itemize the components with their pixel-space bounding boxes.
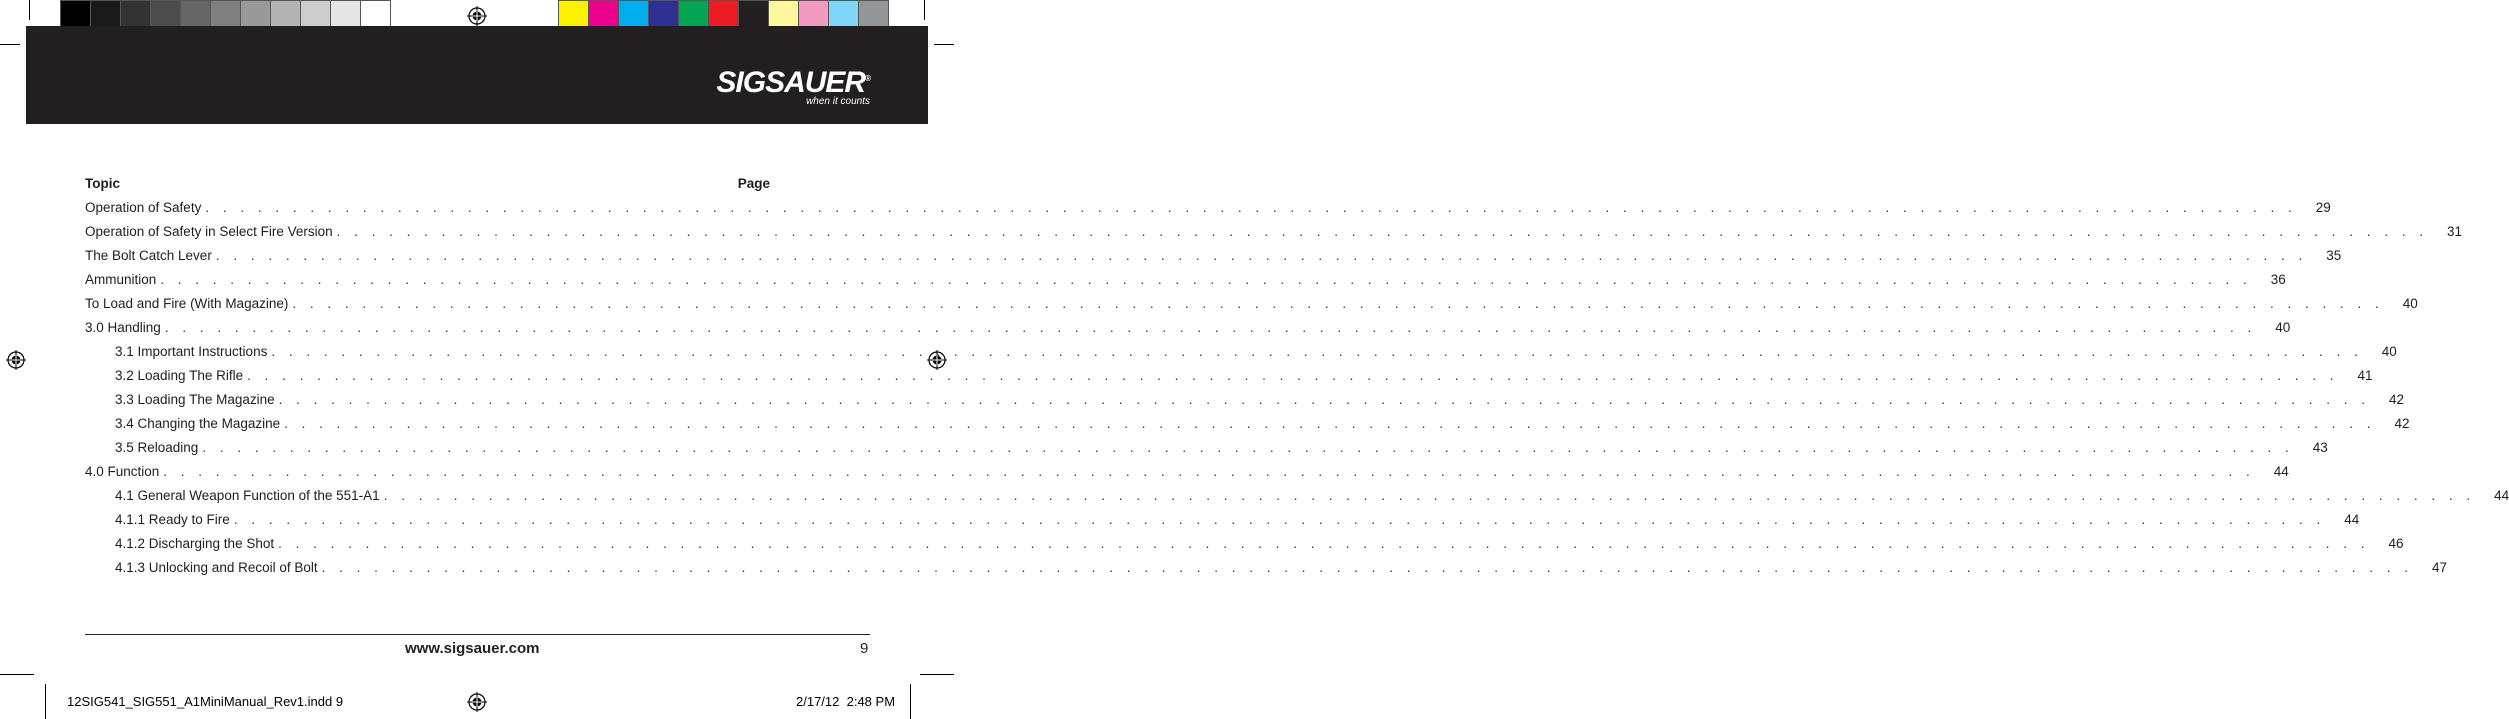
logo-tagline: when it counts	[806, 96, 870, 107]
topic-column-header: Topic	[85, 176, 120, 191]
toc-entry-page: 43	[2312, 440, 2328, 455]
sig-sauer-logo	[716, 64, 870, 108]
toc-entry-title: 3.4 Changing the Magazine	[115, 416, 281, 431]
toc-entry-page: 31	[2447, 224, 2463, 239]
toc-entry	[85, 220, 2463, 244]
toc-entry-title: Operation of Safety	[85, 200, 202, 215]
toc-entries	[85, 196, 2509, 580]
dot-leader: . . . . . . . . . . . . . . . . . . . . . . . . . . . . . . . . . . . . . . . . . . . . . . . . . . . . . . . . . . . . . . . . . . . . . . . . . . . . . . . . . . . . . . . . . . . . . . . . . . . . . . . . . . . . . . . . . . . . . . . .	[205, 200, 2297, 215]
dot-leader: . . . . . . . . . . . . . . . . . . . . . . . . . . . . . . . . . . . . . . . . . . . . . . . . . . . . . . . . . . . . . . . . . . . . . . . . . . . . . . . . . . . . . . . . . . . . . . . . . . . . . . . . . . . . . . . . . . . . . . . .	[271, 344, 2363, 359]
toc-entry	[85, 388, 2405, 412]
toc-entry-title: 3.2 Loading The Rifle	[115, 368, 244, 383]
dot-leader: . . . . . . . . . . . . . . . . . . . . . . . . . . . . . . . . . . . . . . . . . . . . . . . . . . . . . . . . . . . . . . . . . . . . . . . . . . . . . . . . . . . . . . . . . . . . . . . . . . . . . . . . . . . . . . . . . . . . . . . .	[278, 392, 2371, 407]
crop-mark	[29, 0, 30, 20]
toc-entry-page: 29	[2315, 200, 2331, 215]
registration-target-icon	[467, 692, 487, 712]
toc-entry-title: Operation of Safety in Select Fire Version	[85, 224, 333, 239]
toc-entry	[85, 244, 2342, 268]
dot-leader: . . . . . . . . . . . . . . . . . . . . . . . . . . . . . . . . . . . . . . . . . . . . . . . . . . . . . . . . . . . . . . . . . . . . . . . . . . . . . . . . . . . . . . . . . . . . . . . . . . . . . . . . . . . . . . . . . . . . . . . .	[215, 248, 2308, 263]
toc-entry-title: 3.5 Reloading	[115, 440, 199, 455]
toc-entry-title: 4.1.2 Discharging the Shot	[115, 536, 275, 551]
toc-entry-page: 42	[2394, 416, 2410, 431]
crop-mark	[0, 44, 20, 45]
table-of-contents	[85, 172, 2509, 580]
toc-entry-title: 3.1 Important Instructions	[115, 344, 268, 359]
toc-entry-page: 35	[2326, 248, 2342, 263]
toc-entry	[85, 316, 2291, 340]
toc-entry-page: 40	[2381, 344, 2397, 359]
page-number: 9	[860, 640, 869, 657]
toc-entry-page: 44	[2344, 512, 2360, 527]
toc-entry	[85, 268, 2286, 292]
toc-entry-page: 42	[2389, 392, 2405, 407]
dot-leader: . . . . . . . . . . . . . . . . . . . . . . . . . . . . . . . . . . . . . . . . . . . . . . . . . . . . . . . . . . . . . . . . . . . . . . . . . . . . . . . . . . . . . . . . . . . . . . . . . . . . . . . . . . . . . . . . . . . . . . . .	[247, 368, 2339, 383]
slug-time: 2:48 PM	[846, 694, 896, 709]
toc-entry	[85, 532, 2404, 556]
dot-leader: . . . . . . . . . . . . . . . . . . . . . . . . . . . . . . . . . . . . . . . . . . . . . . . . . . . . . . . . . . . . . . . . . . . . . . . . . . . . . . . . . . . . . . . . . . . . . . . . . . . . . . . . . . . . . . . . . . . . . . . .	[284, 416, 2376, 431]
toc-entry	[85, 508, 2360, 532]
toc-entry-title: 4.1 General Weapon Function of the 551-A1	[115, 488, 380, 503]
dot-leader: . . . . . . . . . . . . . . . . . . . . . . . . . . . . . . . . . . . . . . . . . . . . . . . . . . . . . . . . . . . . . . . . . . . . . . . . . . . . . . . . . . . . . . . . . . . . . . . . . . . . . . . . . . . . . . . . . . . . . . . .	[164, 320, 2257, 335]
crop-mark	[45, 684, 46, 719]
toc-entry-page: 36	[2270, 272, 2286, 287]
header-band	[26, 26, 928, 124]
toc-entry-page: 44	[2494, 488, 2509, 503]
dot-leader: . . . . . . . . . . . . . . . . . . . . . . . . . . . . . . . . . . . . . . . . . . . . . . . . . . . . . . . . . . . . . . . . . . . . . . . . . . . . . . . . . . . . . . . . . . . . . . . . . . . . . . . . . . . . . . . . . . . . . . . .	[202, 440, 2294, 455]
registration-target-icon	[467, 6, 487, 26]
toc-entry	[85, 364, 2373, 388]
toc-entry	[85, 436, 2328, 460]
toc-entry-page: 46	[2388, 536, 2404, 551]
crop-mark	[910, 684, 911, 719]
toc-entry	[85, 340, 2397, 364]
logo-wordmark: SIGSAUER®	[716, 66, 870, 99]
crop-mark	[0, 674, 34, 675]
dot-leader: . . . . . . . . . . . . . . . . . . . . . . . . . . . . . . . . . . . . . . . . . . . . . . . . . . . . . . . . . . . . . . . . . . . . . . . . . . . . . . . . . . . . . . . . . . . . . . . . . . . . . . . . . . . . . . . . . . . . . . . .	[383, 488, 2476, 503]
footer-rule	[85, 634, 870, 635]
website-link[interactable]: www.sigsauer.com	[405, 640, 540, 657]
toc-entry	[85, 412, 2410, 436]
toc-entry-title: 3.0 Handling	[85, 320, 161, 335]
crop-mark	[924, 0, 925, 20]
toc-entry-page: 47	[2432, 560, 2448, 575]
dot-leader: . . . . . . . . . . . . . . . . . . . . . . . . . . . . . . . . . . . . . . . . . . . . . . . . . . . . . . . . . . . . . . . . . . . . . . . . . . . . . . . . . . . . . . . . . . . . . . . . . . . . . . . . . . . . . . . . . . . . . . . .	[321, 560, 2414, 575]
toc-entry	[85, 460, 2289, 484]
dot-leader: . . . . . . . . . . . . . . . . . . . . . . . . . . . . . . . . . . . . . . . . . . . . . . . . . . . . . . . . . . . . . . . . . . . . . . . . . . . . . . . . . . . . . . . . . . . . . . . . . . . . . . . . . . . . . . . . . . . . . . . .	[292, 296, 2384, 311]
registration-target-icon	[6, 350, 26, 370]
toc-header	[85, 172, 770, 196]
toc-entry-title: The Bolt Catch Lever	[85, 248, 212, 263]
toc-entry-page: 41	[2357, 368, 2373, 383]
toc-entry	[85, 196, 2331, 220]
dot-leader: . . . . . . . . . . . . . . . . . . . . . . . . . . . . . . . . . . . . . . . . . . . . . . . . . . . . . . . . . . . . . . . . . . . . . . . . . . . . . . . . . . . . . . . . . . . . . . . . . . . . . . . . . . . . . . . . . . . . . . . .	[336, 224, 2429, 239]
toc-entry-title: 3.3 Loading The Magazine	[115, 392, 275, 407]
slug-date: 2/17/12	[796, 694, 840, 709]
page-column-header: Page	[737, 176, 770, 191]
toc-entry-title: To Load and Fire (With Magazine)	[85, 296, 289, 311]
dot-leader: . . . . . . . . . . . . . . . . . . . . . . . . . . . . . . . . . . . . . . . . . . . . . . . . . . . . . . . . . . . . . . . . . . . . . . . . . . . . . . . . . . . . . . . . . . . . . . . . . . . . . . . . . . . . . . . . . . . . . . . .	[233, 512, 2326, 527]
dot-leader: . . . . . . . . . . . . . . . . . . . . . . . . . . . . . . . . . . . . . . . . . . . . . . . . . . . . . . . . . . . . . . . . . . . . . . . . . . . . . . . . . . . . . . . . . . . . . . . . . . . . . . . . . . . . . . . . . . . . . . . .	[160, 272, 2252, 287]
toc-entry	[85, 292, 2418, 316]
toc-entry-page: 40	[2275, 320, 2291, 335]
toc-entry-title: 4.1.3 Unlocking and Recoil of Bolt	[115, 560, 318, 575]
dot-leader: . . . . . . . . . . . . . . . . . . . . . . . . . . . . . . . . . . . . . . . . . . . . . . . . . . . . . . . . . . . . . . . . . . . . . . . . . . . . . . . . . . . . . . . . . . . . . . . . . . . . . . . . . . . . . . . . . . . . . . . .	[163, 464, 2255, 479]
crop-mark	[920, 674, 954, 675]
toc-entry	[85, 556, 2448, 580]
toc-entry-title: Ammunition	[85, 272, 157, 287]
toc-entry-page: 44	[2273, 464, 2289, 479]
slug-filename: 12SIG541_SIG551_A1MiniManual_Rev1.indd 9	[67, 694, 344, 709]
toc-entry-page: 40	[2402, 296, 2418, 311]
crop-mark	[934, 44, 954, 45]
toc-entry-title: 4.1.1 Ready to Fire	[115, 512, 230, 527]
slug-timestamp	[796, 694, 895, 709]
dot-leader: . . . . . . . . . . . . . . . . . . . . . . . . . . . . . . . . . . . . . . . . . . . . . . . . . . . . . . . . . . . . . . . . . . . . . . . . . . . . . . . . . . . . . . . . . . . . . . . . . . . . . . . . . . . . . . . . . . . . . . . .	[278, 536, 2370, 551]
toc-entry	[85, 484, 2509, 508]
toc-entry-title: 4.0 Function	[85, 464, 160, 479]
